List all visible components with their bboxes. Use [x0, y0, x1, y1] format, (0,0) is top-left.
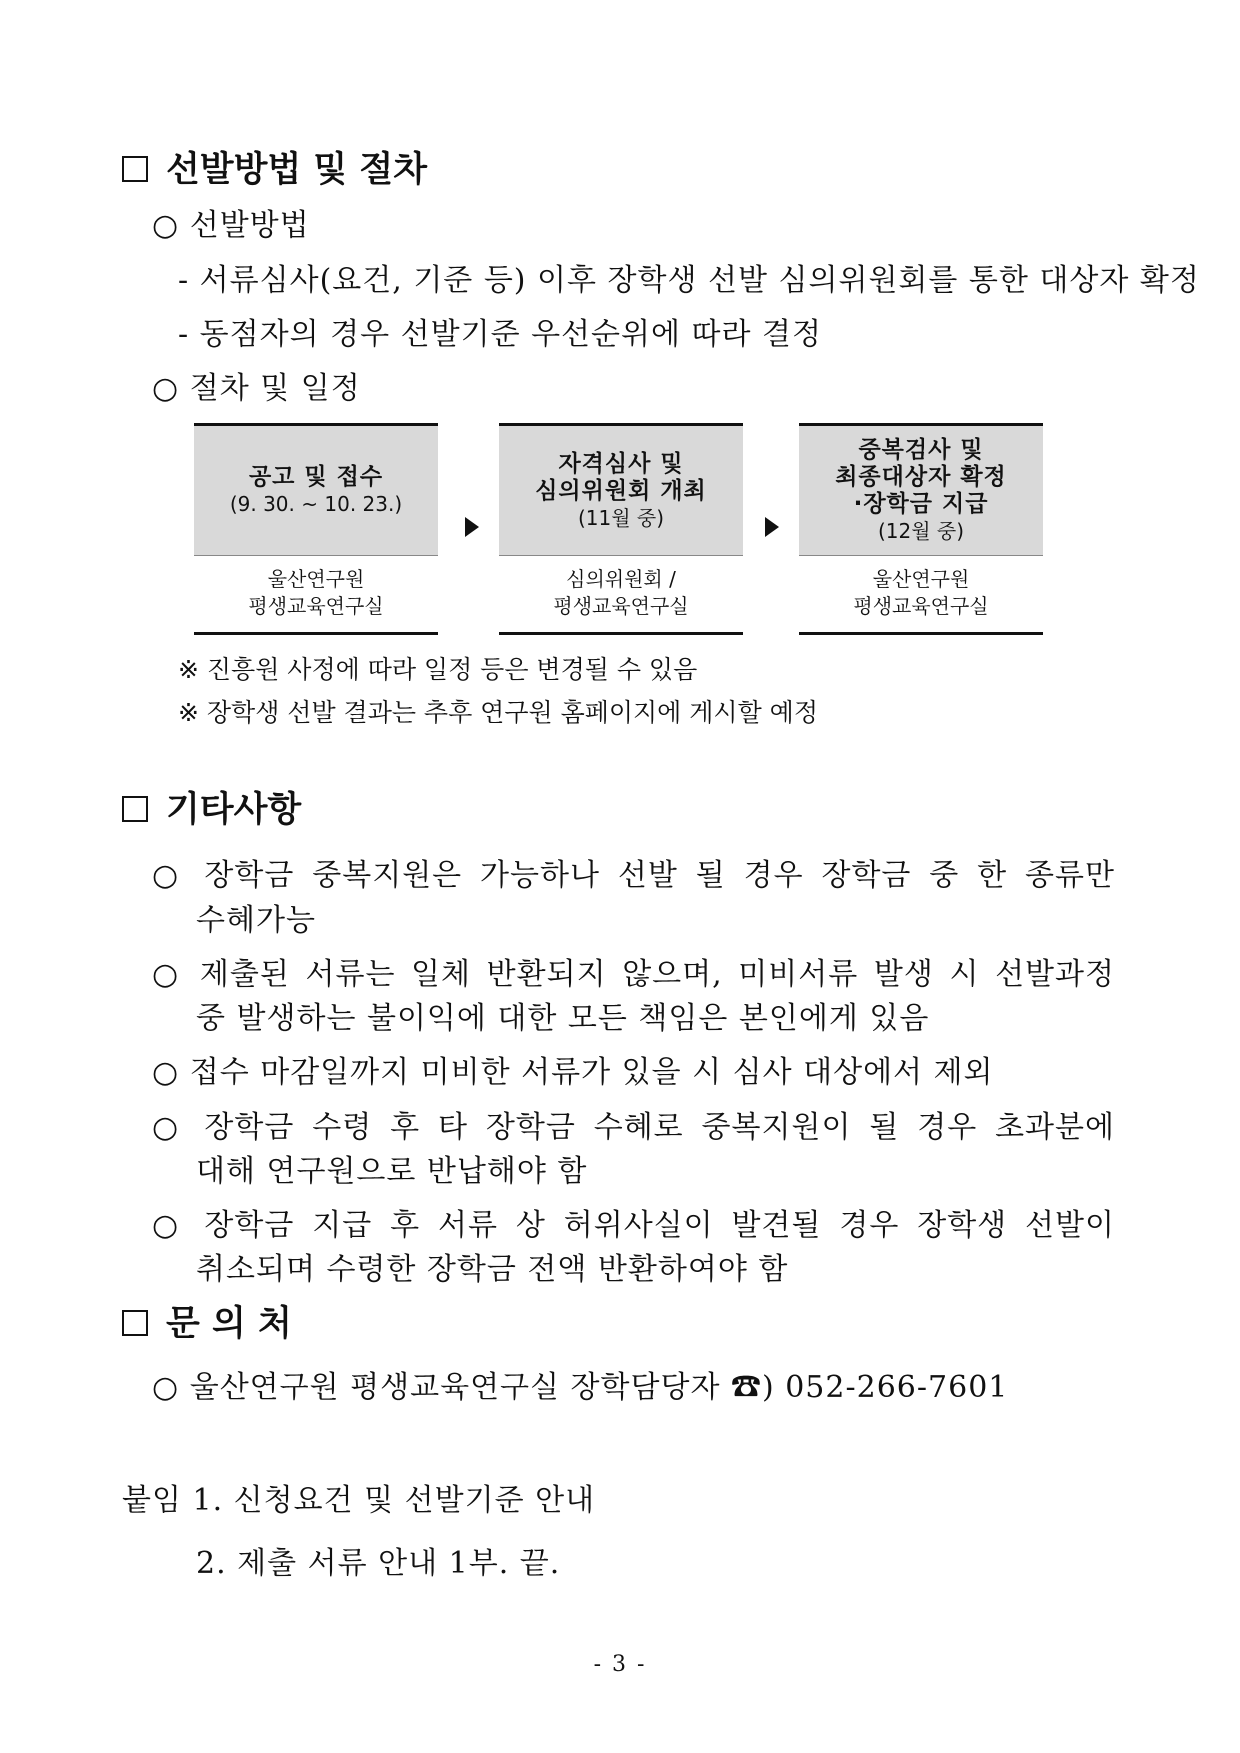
etc-item: ○ 접수 마감일까지 미비한 서류가 있을 시 심사 대상에서 제외: [152, 1055, 994, 1090]
section-heading-selection: 선발방법 및 절차: [122, 142, 427, 192]
section-heading-contact: 문 의 처: [122, 1296, 292, 1346]
step-title: 공고 및 접수: [248, 464, 384, 490]
step-org: 평생교육연구실: [553, 593, 689, 618]
step-org: 평생교육연구실: [853, 593, 989, 618]
step-box: [499, 423, 743, 635]
step-box: [194, 423, 438, 635]
step-org: 심의위원회 /: [566, 566, 676, 591]
etc-item: ○ 제출된 서류는 일체 반환되지 않으며, 미비서류 발생 시 선발과정: [152, 957, 1115, 992]
method-item: - 서류심사(요건, 기준 등) 이후 장학생 선발 심의위원회를 통한 대상자 확정: [178, 263, 1200, 298]
page-number: - 3 -: [593, 1652, 647, 1677]
step-title: 자격심사 및: [558, 450, 684, 477]
checkbox-square-icon: [122, 156, 148, 182]
checkbox-square-icon: [122, 796, 148, 822]
attachment-line: 붙임 1. 신청요건 및 선발기준 안내: [122, 1483, 596, 1518]
etc-item-cont: 중 발생하는 불이익에 대한 모든 책임은 본인에게 있음: [196, 1001, 930, 1036]
method-item: - 동점자의 경우 선발기준 우선순위에 따라 결정: [178, 317, 822, 352]
step-org: 울산연구원: [872, 566, 970, 591]
arrow-right-icon: [465, 517, 479, 537]
note: ※ 진흥원 사정에 따라 일정 등은 변경될 수 있음: [178, 655, 698, 684]
step-date: (9. 30. ~ 10. 23.): [229, 492, 403, 516]
step-title: 중복검사 및: [858, 437, 984, 463]
step-title: ·장학금 지급: [853, 491, 989, 517]
step-box: [799, 423, 1043, 635]
step-title: 심의위원회 개최: [535, 477, 707, 504]
method-heading: ○ 선발방법: [152, 208, 310, 243]
step-date: (12월 중): [877, 519, 965, 543]
etc-item: ○ 장학금 중복지원은 가능하나 선발 될 경우 장학금 중 한 종류만: [152, 858, 1115, 893]
schedule-heading: ○ 절차 및 일정: [152, 371, 361, 406]
step-title: 최종대상자 확정: [835, 464, 1007, 490]
step-date: (11월 중): [577, 505, 665, 530]
etc-item: ○ 장학금 지급 후 서류 상 허위사실이 발견될 경우 장학생 선발이: [152, 1208, 1115, 1243]
arrow-right-icon: [765, 517, 779, 537]
section-heading-etc: 기타사항: [122, 782, 301, 832]
step-org: 울산연구원: [267, 566, 365, 591]
etc-item-cont: 대해 연구원으로 반납해야 함: [196, 1154, 588, 1189]
contact-line: ○ 울산연구원 평생교육연구실 장학담당자 ☎) 052-266-7601: [152, 1370, 1009, 1405]
attachment-line: 2. 제출 서류 안내 1부. 끝.: [196, 1546, 561, 1581]
note: ※ 장학생 선발 결과는 추후 연구원 홈페이지에 게시할 예정: [178, 698, 818, 727]
etc-item-cont: 수혜가능: [196, 903, 316, 938]
step-org: 평생교육연구실: [248, 593, 384, 618]
etc-item-cont: 취소되며 수령한 장학금 전액 반환하여야 함: [196, 1252, 789, 1287]
checkbox-square-icon: [122, 1310, 148, 1336]
etc-item: ○ 장학금 수령 후 타 장학금 수혜로 중복지원이 될 경우 초과분에: [152, 1110, 1115, 1145]
